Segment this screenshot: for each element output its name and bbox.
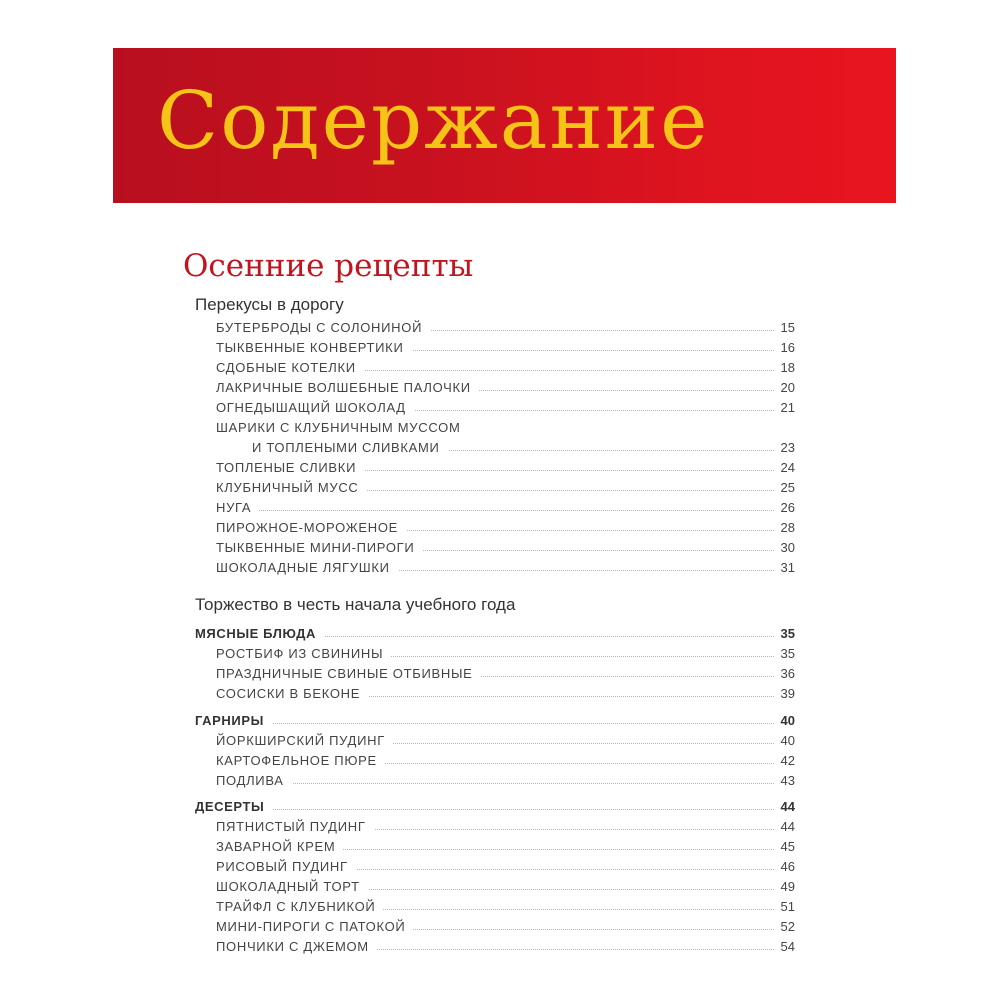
entry-label: ТЫКВЕННЫЕ МИНИ-ПИРОГИ	[216, 538, 422, 558]
dot-leader	[195, 723, 788, 724]
entry-label: СОСИСКИ В БЕКОНЕ	[216, 684, 368, 704]
entry-label: КЛУБНИЧНЫЙ МУСС	[216, 478, 367, 498]
toc-entry[interactable]	[0, 857, 1000, 877]
entry-page: 49	[775, 877, 795, 897]
entry-page: 30	[775, 538, 795, 558]
entry-page: 52	[775, 917, 795, 937]
entry-label: СДОБНЫЕ КОТЕЛКИ	[216, 358, 364, 378]
entry-label: ОГНЕДЫШАЩИЙ ШОКОЛАД	[216, 398, 414, 418]
toc-entry[interactable]	[0, 837, 1000, 857]
category-label: МЯСНЫЕ БЛЮДА	[195, 624, 324, 644]
toc-category[interactable]	[0, 711, 1000, 731]
toc-category[interactable]	[0, 797, 1000, 817]
page-title: Содержание	[157, 74, 710, 167]
toc-entry[interactable]	[0, 817, 1000, 837]
dot-leader	[216, 510, 788, 511]
category-label: ДЕСЕРТЫ	[195, 797, 272, 817]
entry-label: ШОКОЛАДНЫЙ ТОРТ	[216, 877, 368, 897]
entry-page: 28	[775, 518, 795, 538]
entry-label: ЗАВАРНОЙ КРЕМ	[216, 837, 343, 857]
entry-page: 25	[775, 478, 795, 498]
entry-page: 44	[775, 817, 795, 837]
entry-label: КАРТОФЕЛЬНОЕ ПЮРЕ	[216, 751, 385, 771]
category-page: 40	[775, 711, 795, 731]
toc-entry[interactable]	[0, 338, 1000, 358]
toc-entry[interactable]	[0, 917, 1000, 937]
toc-entry[interactable]	[0, 664, 1000, 684]
entry-page: 18	[775, 358, 795, 378]
entry-label-continued: И ТОПЛЕНЫМИ СЛИВКАМИ	[252, 438, 448, 458]
toc-entry[interactable]	[0, 937, 1000, 957]
entry-label: НУГА	[216, 498, 259, 518]
entry-label: МИНИ-ПИРОГИ С ПАТОКОЙ	[216, 917, 413, 937]
toc-entry[interactable]	[0, 644, 1000, 664]
entry-page: 36	[775, 664, 795, 684]
toc-entry[interactable]	[0, 771, 1000, 791]
entry-label: ТОПЛЕНЫЕ СЛИВКИ	[216, 458, 364, 478]
toc-entry[interactable]	[0, 358, 1000, 378]
entry-page: 15	[775, 318, 795, 338]
entry-label: ПРАЗДНИЧНЫЕ СВИНЫЕ ОТБИВНЫЕ	[216, 664, 481, 684]
entry-label: ПОНЧИКИ С ДЖЕМОМ	[216, 937, 377, 957]
entry-page: 39	[775, 684, 795, 704]
toc-entry[interactable]	[0, 877, 1000, 897]
entry-label: ШОКОЛАДНЫЕ ЛЯГУШКИ	[216, 558, 398, 578]
toc-entry[interactable]	[0, 378, 1000, 398]
toc-entry[interactable]	[0, 398, 1000, 418]
toc-entry-first-line[interactable]	[0, 418, 1000, 438]
toc-entry[interactable]	[0, 897, 1000, 917]
toc-entry[interactable]	[0, 558, 1000, 578]
entry-page: 23	[775, 438, 795, 458]
entry-label: ТРАЙФЛ С КЛУБНИКОЙ	[216, 897, 383, 917]
dot-leader	[216, 783, 788, 784]
toc-entry[interactable]	[0, 458, 1000, 478]
entry-page: 16	[775, 338, 795, 358]
toc-entry[interactable]	[0, 318, 1000, 338]
section-title: Осенние рецепты	[183, 248, 474, 284]
entry-page: 40	[775, 731, 795, 751]
entry-page: 54	[775, 937, 795, 957]
entry-label: ПИРОЖНОЕ-МОРОЖЕНОЕ	[216, 518, 406, 538]
entry-page: 42	[775, 751, 795, 771]
toc-entry[interactable]	[0, 538, 1000, 558]
entry-page: 46	[775, 857, 795, 877]
entry-label: ПЯТНИСТЫЙ ПУДИНГ	[216, 817, 374, 837]
entry-page: 24	[775, 458, 795, 478]
dot-leader	[195, 809, 788, 810]
toc-category[interactable]	[0, 624, 1000, 644]
toc-entry-continuation[interactable]	[0, 438, 1000, 458]
entry-page: 31	[775, 558, 795, 578]
toc-entry[interactable]	[0, 731, 1000, 751]
entry-page: 35	[775, 644, 795, 664]
entry-label: РИСОВЫЙ ПУДИНГ	[216, 857, 356, 877]
entry-label: ТЫКВЕННЫЕ КОНВЕРТИКИ	[216, 338, 412, 358]
category-page: 35	[775, 624, 795, 644]
entry-page: 45	[775, 837, 795, 857]
entry-page: 51	[775, 897, 795, 917]
entry-label: ПОДЛИВА	[216, 771, 292, 791]
toc-entry[interactable]	[0, 684, 1000, 704]
entry-label: БУТЕРБРОДЫ С СОЛОНИНОЙ	[216, 318, 430, 338]
entry-page: 26	[775, 498, 795, 518]
category-label: ГАРНИРЫ	[195, 711, 272, 731]
toc-entry[interactable]	[0, 498, 1000, 518]
entry-label: РОСТБИФ ИЗ СВИНИНЫ	[216, 644, 391, 664]
category-page: 44	[775, 797, 795, 817]
toc-entry[interactable]	[0, 751, 1000, 771]
toc-entry[interactable]	[0, 478, 1000, 498]
toc-entry[interactable]	[0, 518, 1000, 538]
entry-label: ШАРИКИ С КЛУБНИЧНЫМ МУССОМ	[216, 418, 468, 438]
entry-page: 21	[775, 398, 795, 418]
entry-label: ЛАКРИЧНЫЕ ВОЛШЕБНЫЕ ПАЛОЧКИ	[216, 378, 479, 398]
entry-page: 20	[775, 378, 795, 398]
group-title: Торжество в честь начала учебного года	[195, 595, 516, 614]
entry-label: ЙОРКШИРСКИЙ ПУДИНГ	[216, 731, 393, 751]
entry-page: 43	[775, 771, 795, 791]
group-title: Перекусы в дорогу	[195, 295, 344, 314]
